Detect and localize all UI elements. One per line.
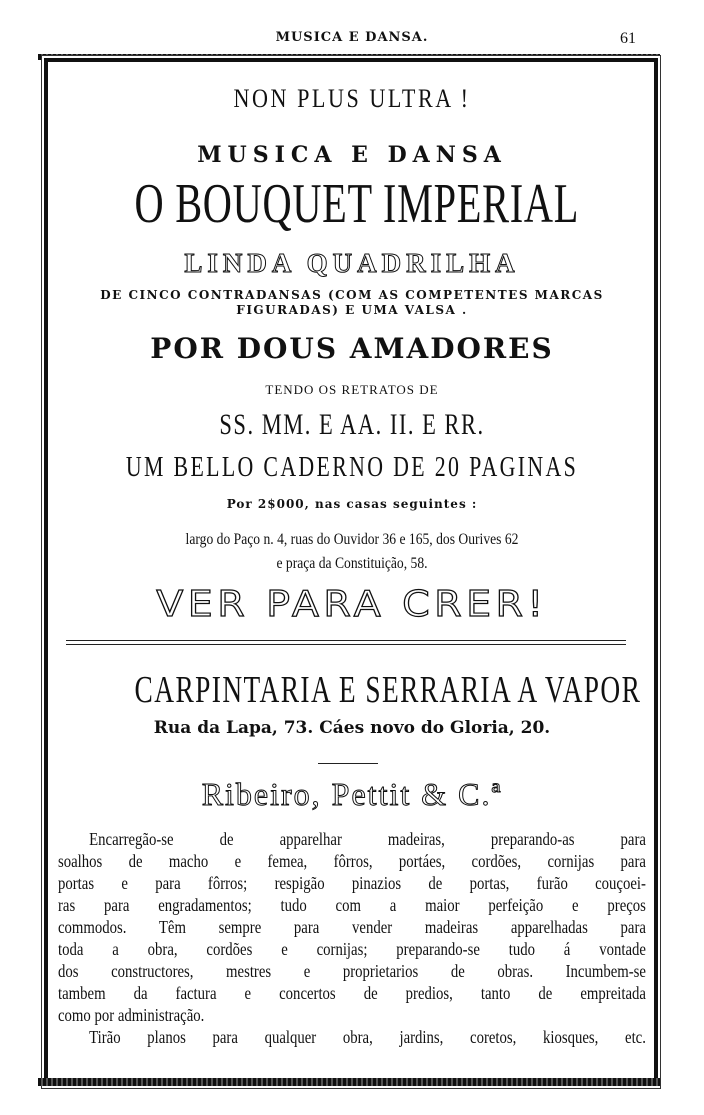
body-line: como por administração.	[58, 1005, 205, 1025]
ad1-subtitle: LINDA QUADRILHA	[184, 248, 520, 278]
ad1-slogan: NON PLUS ULTRA !	[233, 84, 471, 113]
ad2-body	[58, 828, 646, 1048]
ad2-address: Rua da Lapa, 73. Cáes novo do Gloria, 20.	[153, 718, 551, 738]
double-rule-divider	[66, 640, 626, 645]
ornamental-border-bottom	[38, 1078, 660, 1086]
short-rule-divider	[318, 763, 378, 764]
body-line: tambem da factura e concertos de predios, tanto de empreitada	[58, 983, 646, 1003]
ad1-portraits: SS. MM. E AA. II. E RR.	[219, 408, 485, 441]
address-line: largo do Paço n. 4, ruas do Ouvidor 36 e 165, dos Ourives 62	[185, 531, 519, 548]
page-number: 61	[620, 30, 636, 47]
ad1-price: Por 2$000, nas casas seguintes :	[226, 497, 478, 511]
body-line: commodos. Têm sempre para vender madeiras apparelhadas para	[58, 917, 646, 937]
description-line: FIGURADAS) E UMA VALSA .	[236, 303, 468, 317]
body-line: ras para engradamentos; tudo com a maior perfeição e preços	[58, 895, 646, 915]
running-header-title: MUSICA E DANSA.	[275, 30, 429, 45]
address-line: e praça da Constituição, 58.	[276, 555, 428, 572]
body-line: soalhos de macho e femea, fôrros, portáes, cordões, cornijas para	[58, 851, 646, 871]
ad1-booklet: UM BELLO CADERNO DE 20 PAGINAS	[125, 452, 579, 483]
ad1-addresses	[95, 528, 608, 576]
ad1-portraits-intro: TENDO OS RETRATOS DE	[265, 382, 439, 397]
ad1-authors: POR DOUS AMADORES	[150, 332, 554, 365]
body-line: dos constructores, mestres e proprietarios de obras. Incumbem-se	[58, 961, 646, 981]
ad1-closing: VER PARA CRER!	[156, 584, 548, 625]
ad1-title: O BOUQUET IMPERIAL	[134, 173, 580, 235]
description-line: DE CINCO CONTRADANSAS (COM AS COMPETENTES MARCAS	[100, 288, 604, 302]
body-line: portas e para fôrros; respigão pinazios de portas, furão couçoei-	[58, 873, 646, 893]
ad2-title: CARPINTARIA E SERRARIA A VAPOR	[134, 669, 642, 711]
body-line: Tirão planos para qualquer obra, jardins, coretos, kiosques, etc.	[89, 1027, 646, 1047]
body-line: Encarregão-se de apparelhar madeiras, preparando-as para	[89, 829, 646, 849]
ad1-category: MUSICA E DANSA	[197, 142, 507, 168]
ad2-firm: Ribeiro, Pettit & C.ª	[201, 776, 503, 812]
ad1-description	[50, 288, 654, 318]
body-line: toda a obra, cordões e cornijas; preparando-se tudo á vontade	[58, 939, 646, 959]
